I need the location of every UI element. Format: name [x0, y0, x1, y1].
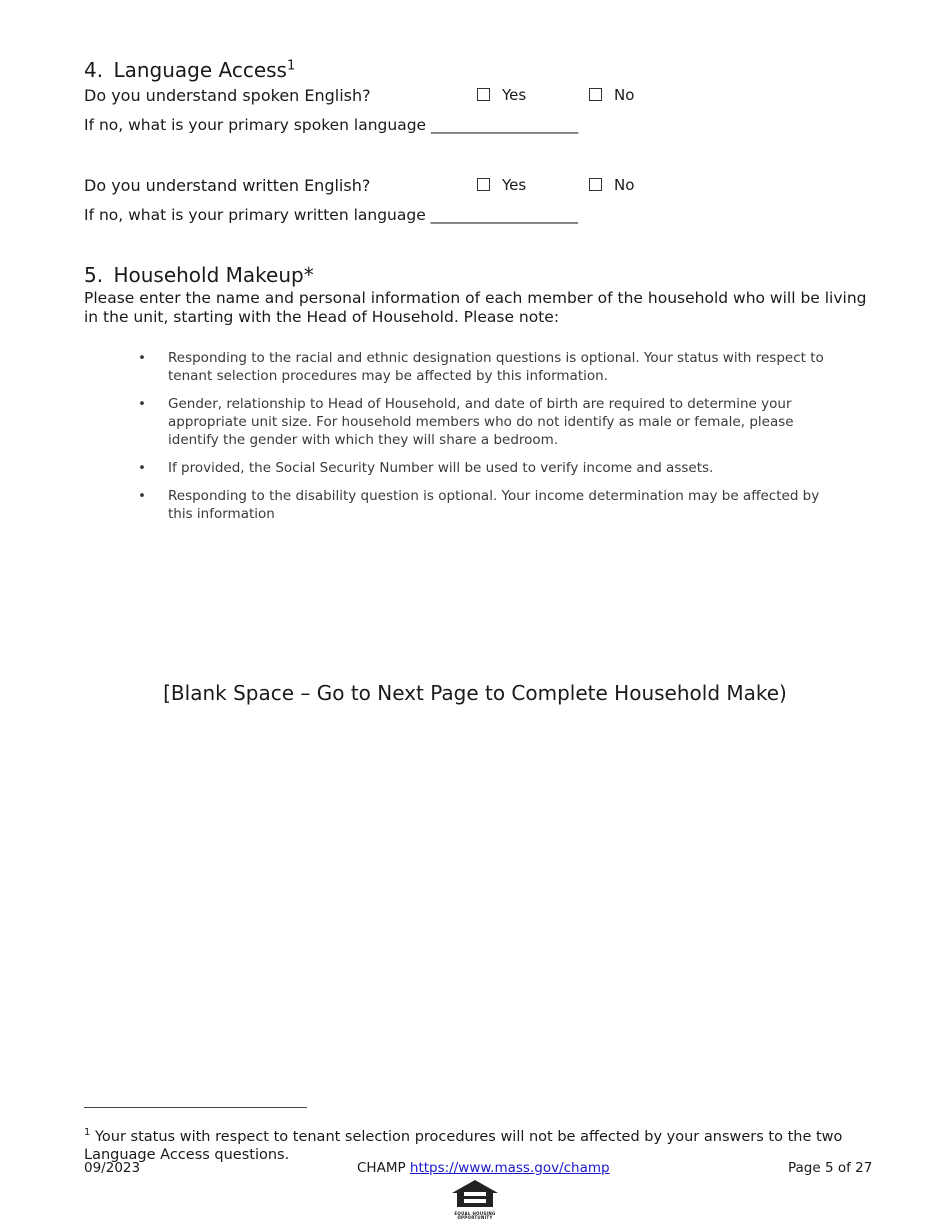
written-yes-option[interactable]: [477, 176, 526, 194]
footnote-marker: 1: [84, 1127, 91, 1138]
footer-page-number: Page 5 of 27: [788, 1160, 873, 1176]
written-no-label: No: [614, 176, 635, 194]
section-5-title: Household Makeup*: [113, 263, 314, 287]
footer-date: 09/2023: [84, 1160, 141, 1176]
notes-list: [138, 349, 848, 533]
section-4-number: 4.: [84, 58, 104, 82]
list-item-text: Responding to the disability question is optional. Your income determination may be affected by this information: [168, 488, 820, 522]
written-no-option[interactable]: [589, 176, 634, 194]
section-5-intro: Please enter the name and personal information of each member of the household who will be living in the unit, starting with the Head of Household. Please note:: [84, 289, 867, 326]
written-yes-label: Yes: [502, 176, 527, 194]
section-5-heading: [84, 263, 314, 287]
section-5-number: 5.: [84, 263, 104, 287]
bullet-icon: •: [138, 488, 146, 504]
bullet-icon: •: [138, 350, 146, 366]
footnote-ref: 1: [286, 58, 296, 74]
list-item-text: If provided, the Social Security Number will be used to verify income and assets.: [168, 460, 714, 476]
written-yes-checkbox[interactable]: [477, 178, 490, 191]
blank-space-notice: [Blank Space – Go to Next Page to Complete Household Make): [163, 681, 787, 705]
spoken-no-checkbox[interactable]: [589, 88, 602, 101]
written-english-question: Do you understand written English?: [84, 176, 371, 195]
spoken-yes-checkbox[interactable]: [477, 88, 490, 101]
footnote-text: Your status with respect to tenant selection procedures will not be affected by your answers to the two Language Access questions.: [84, 1128, 843, 1163]
list-item: [138, 487, 848, 523]
list-item-text: Responding to the racial and ethnic designation questions is optional. Your status with respect to tenant selection procedures may be affected by this information.: [168, 350, 824, 384]
list-item-text: Gender, relationship to Head of Household, and date of birth are required to determine your appropriate unit size. For household members who do not identify as male or female, please identify the gender with which they will share a bedroom.: [168, 396, 794, 448]
equal-housing-logo: [450, 1178, 500, 1218]
spoken-no-option[interactable]: [589, 86, 634, 104]
written-language-field[interactable]: If no, what is your primary written language ___________________: [84, 206, 578, 224]
list-item: [138, 349, 848, 385]
footer-program: [357, 1160, 610, 1176]
footnote: [84, 1124, 864, 1164]
written-no-checkbox[interactable]: [589, 178, 602, 191]
section-4-title: Language Access: [113, 58, 287, 82]
champ-link[interactable]: https://www.mass.gov/champ: [409, 1160, 610, 1176]
footnote-divider: [84, 1107, 307, 1108]
logo-caption: EQUAL HOUSING OPPORTUNITY: [454, 1211, 496, 1220]
list-item: [138, 459, 848, 477]
house-icon: [450, 1178, 500, 1208]
spoken-yes-label: Yes: [502, 86, 527, 104]
spoken-english-question: Do you understand spoken English?: [84, 86, 371, 105]
spoken-no-label: No: [614, 86, 635, 104]
footer-program-name: CHAMP: [357, 1160, 406, 1176]
spoken-language-field[interactable]: If no, what is your primary spoken language ___________________: [84, 116, 579, 134]
list-item: [138, 395, 848, 449]
section-4-heading: [84, 58, 295, 82]
bullet-icon: •: [138, 396, 146, 412]
bullet-icon: •: [138, 460, 146, 476]
spoken-yes-option[interactable]: [477, 86, 526, 104]
